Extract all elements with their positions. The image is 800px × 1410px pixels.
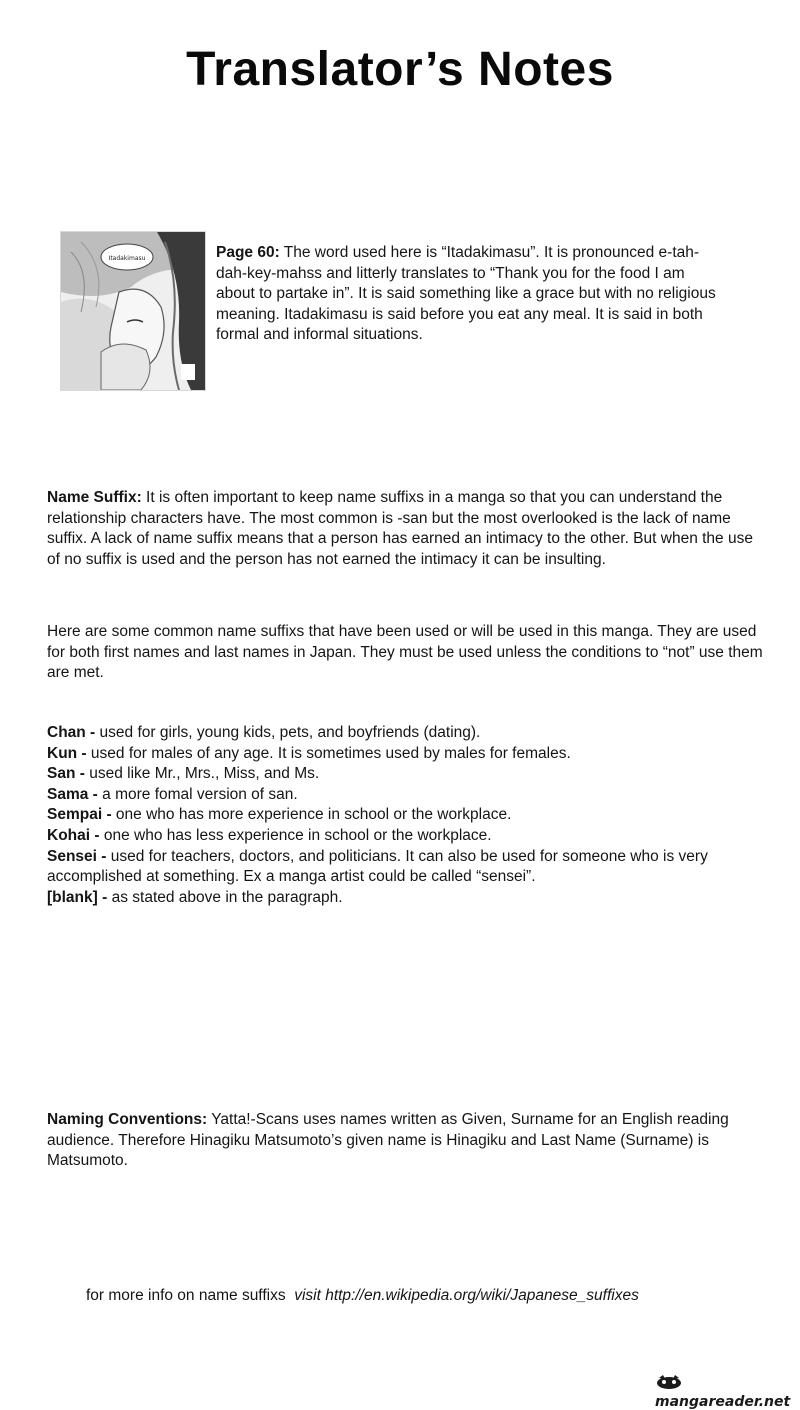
suffix-item-san <box>47 764 767 785</box>
suffix-item-sensei <box>47 847 767 888</box>
manga-panel-thumbnail <box>60 231 206 391</box>
suffix-item-sama <box>47 785 767 806</box>
suffix-intro-paragraph <box>47 622 767 684</box>
more-info-prefix: for more info on name suffixs <box>86 1287 295 1304</box>
suffix-desc: one who has more experience in school or the workplace. <box>111 806 512 824</box>
suffix-item-sempai <box>47 805 767 826</box>
suffix-item-blank <box>47 888 767 909</box>
suffix-intro-text: Here are some common name suffixs that have been used or will be used in this manga. They are used for both first names and last names in Japan. They must be used unless the conditions to “not” use them are met. <box>47 623 763 682</box>
suffix-item-kun <box>47 744 767 765</box>
suffix-term: Kun - <box>47 744 87 762</box>
name-suffix-text: It is often important to keep name suffixs in a manga so that you can understand the relationship characters have. The most common is -san but the most overlooked is the lack of name suffix. A lack of name suffix means that a person has earned an intimacy to the other. But when the use of no suffix is used and the person has not earned the intimacy it can be insulting. <box>47 489 753 568</box>
suffix-item-kohai <box>47 826 767 847</box>
suffix-desc: as stated above in the paragraph. <box>107 888 343 906</box>
wikipedia-link[interactable]: visit http://en.wikipedia.org/wiki/Japanese_suffixes <box>294 1287 639 1304</box>
suffix-term: Sama - <box>47 785 98 803</box>
site-watermark <box>655 1374 800 1410</box>
naming-conventions-text: Yatta!-Scans uses names written as Given, Surname for an English reading audience. Therefore Hinagiku Matsumoto’s given name is Hinagiku and Last Name (Surname) is Matsumoto. <box>47 1111 729 1170</box>
suffix-term: [blank] - <box>47 888 108 906</box>
suffix-term: Sensei - <box>47 847 107 865</box>
naming-conventions-label: Naming Conventions: <box>47 1111 208 1128</box>
naming-conventions-section <box>47 1110 767 1172</box>
suffix-list <box>47 723 767 908</box>
page60-label: Page 60: <box>216 244 280 261</box>
suffix-desc: used for males of any age. It is sometimes used by males for females. <box>86 744 571 762</box>
suffix-term: Kohai - <box>47 826 100 844</box>
suffix-desc: used for girls, young kids, pets, and boyfriends (dating). <box>95 724 481 741</box>
page60-text: The word used here is “Itadakimasu”. It is pronounced e-tah-dah-key-mahss and litterly translates to “Thank you for the food I am about to partake in”. It is said something like a grace but with no religious meaning. Itadakimasu is said before you eat any meal. It is said in both formal and informal situations. <box>216 244 716 344</box>
more-info-line <box>86 1286 766 1307</box>
page60-note <box>216 243 716 346</box>
mangareader-logo-icon <box>655 1374 683 1394</box>
page-title: Translator’s Notes <box>186 43 614 96</box>
suffix-term: San - <box>47 765 85 783</box>
suffix-term: Chan - <box>47 724 96 741</box>
suffix-desc: a more fomal version of san. <box>97 785 298 803</box>
name-suffix-section <box>47 488 767 570</box>
watermark-text: mangareader.net <box>655 1394 791 1410</box>
manga-panel-image <box>61 232 205 390</box>
name-suffix-label: Name Suffix: <box>47 489 142 506</box>
suffix-term: Sempai - <box>47 806 112 824</box>
suffix-desc: used like Mr., Mrs., Miss, and Ms. <box>84 765 320 783</box>
suffix-item-chan <box>47 723 767 744</box>
suffix-desc: one who has less experience in school or the workplace. <box>99 826 492 844</box>
suffix-desc: used for teachers, doctors, and politicians. It can also be used for someone who is very accomplished at something. Ex a manga artist could be called “sensei”. <box>47 847 708 886</box>
thumbnail-speech-bubble-text: Itadakimasu <box>108 255 146 262</box>
